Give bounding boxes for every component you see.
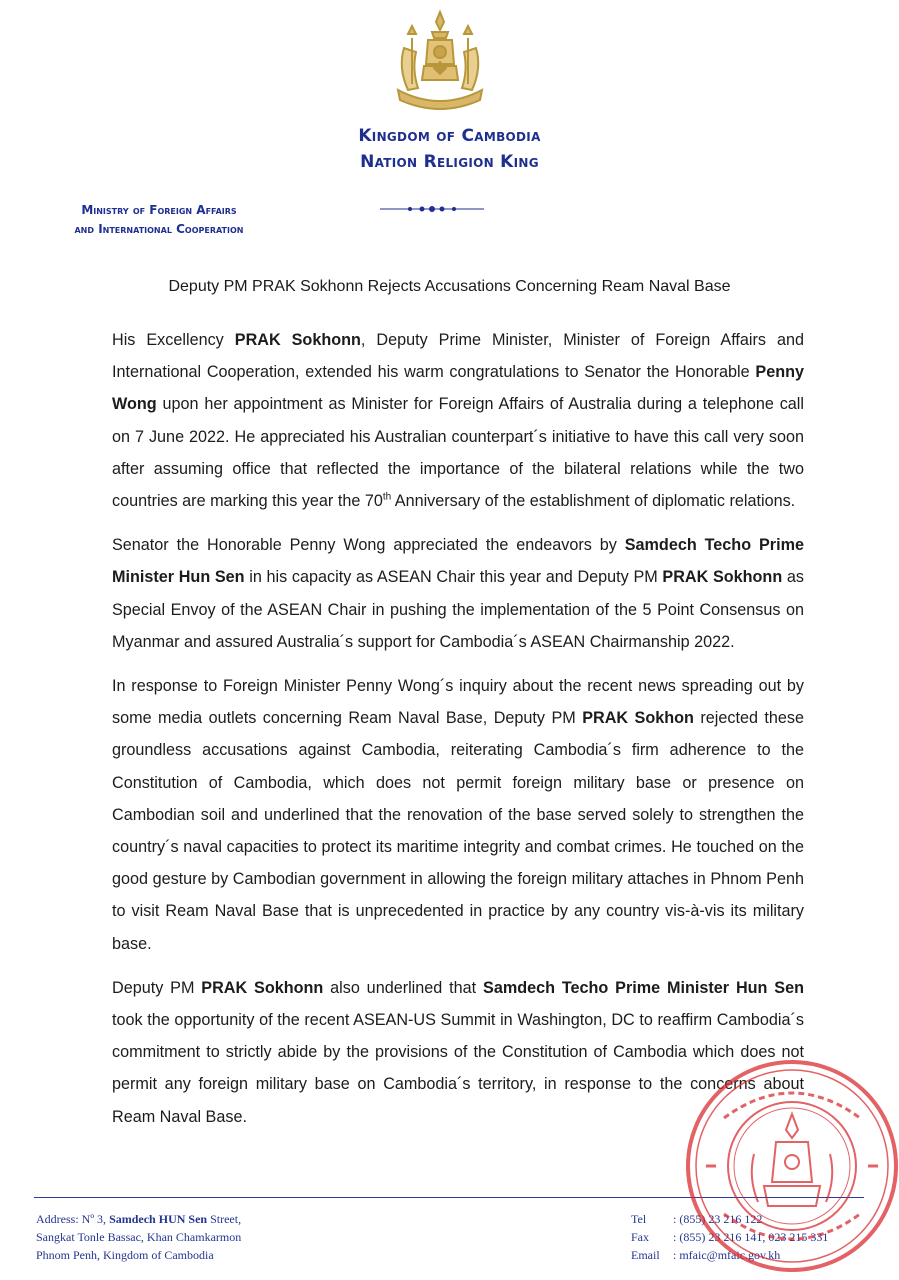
email-value: : mfaic@mfaic.gov.kh — [673, 1248, 781, 1262]
footer-address — [36, 1210, 241, 1264]
bold-name: PRAK Sokhonn — [201, 978, 324, 997]
text-span: Senator the Honorable Penny Wong appreciated the endeavors by — [112, 536, 625, 555]
ornamental-divider-icon — [380, 203, 484, 215]
paragraph-3 — [112, 670, 804, 960]
official-ministry-seal-icon — [684, 1058, 899, 1274]
text-span: rejected these groundless accusations against Cambodia, reiterating Cambodia´s firm adherence to the Constitution of Cambodia, which does not permit foreign military base or presence on Cambodian soil and underlined that the renovation of the base served solely to strengthen the country´s naval capacities to protect its maritime integrity and combat crimes. He touched on the good gesture by Cambodian government in allowing the foreign military attaches in Phnom Penh to visit Ream Naval Base that is unprecedented in practice by any country vis-à-vis its military base. — [112, 709, 805, 953]
address-line-2: Sangkat Tonle Bassac, Khan Chamkarmon — [36, 1230, 242, 1244]
ministry-line-2: and International Cooperation — [74, 222, 244, 236]
fax-value: : (855) 23 216 141, 023 215 331 — [673, 1230, 829, 1244]
paragraph-1 — [112, 324, 804, 517]
text-span: , Deputy Prime Minister, Minister of Foreign Affairs and International Cooperation, extended his warm congratulations to Senator the Honorable — [112, 331, 804, 382]
press-release-body — [112, 324, 804, 1145]
text-span: upon her appointment as Minister for Foreign Affairs of Australia during a telephone call on 7 June 2022. He appreciated his Australian counterpart´s initiative to have this call very soon after assuming office that reflected the importance of the bilateral relations while the two countries are marking this year the 70 — [112, 395, 804, 511]
bold-name: PRAK Sokhonn — [234, 331, 361, 349]
ministry-line-1: Ministry of Foreign Affairs — [81, 203, 237, 217]
text-span: Anniversary of the establishment of diplomatic relations. — [391, 492, 796, 511]
text-span: Deputy PM — [112, 978, 202, 997]
address-suffix: Street, — [207, 1212, 242, 1226]
text-span: took the opportunity of the recent ASEAN-US Summit in Washington, DC to reaffirm Cambodia´s commitment to strictly abide by the provisions of the Constitution of Cambodia which does not permit any foreign military base on Cambodia´s territory, in response to the concerns about Ream Naval Base. — [112, 1011, 804, 1126]
address-street-name: Samdech HUN Sen — [109, 1212, 208, 1226]
address-prefix: Address: Nº 3, — [36, 1212, 110, 1226]
press-release-title: Deputy PM PRAK Sokhonn Rejects Accusations Concerning Ream Naval Base — [168, 278, 731, 295]
motto-heading: Nation Religion King — [360, 152, 539, 172]
bold-name: PRAK Sokhon — [582, 709, 694, 728]
text-span: as Special Envoy of the ASEAN Chair in pushing the implementation of the 5 Point Consensus on Myanmar and assured Australia´s support for Cambodia´s ASEAN Chairmanship 2022. — [112, 568, 804, 651]
fax-label: Fax — [631, 1230, 649, 1244]
address-line-1 — [36, 1210, 241, 1228]
bold-name: Penny Wong — [112, 363, 804, 414]
text-span: in his capacity as ASEAN Chair this year and Deputy PM — [244, 568, 663, 587]
royal-coat-of-arms-emblem — [384, 8, 496, 120]
address-line-3: Phnom Penh, Kingdom of Cambodia — [36, 1248, 214, 1262]
ministry-name — [24, 201, 294, 239]
paragraph-2 — [112, 529, 804, 658]
bold-name: PRAK Sokhonn — [662, 568, 783, 587]
bold-name: Samdech Techo Prime Minister Hun Sen — [483, 978, 804, 997]
text-span: In response to Foreign Minister Penny Wong´s inquiry about the recent news spreading out by some media outlets concerning Ream Naval Base, Deputy PM — [112, 677, 804, 728]
ordinal-superscript: th — [382, 491, 392, 503]
tel-label: Tel — [631, 1212, 647, 1226]
text-span: also underlined that — [323, 978, 484, 997]
text-span: His Excellency — [112, 331, 235, 349]
tel-value: : (855) 23 216 122 — [673, 1212, 763, 1226]
kingdom-heading: Kingdom of Cambodia — [358, 126, 541, 146]
email-label: Email — [631, 1248, 660, 1262]
bold-name: Samdech Techo Prime Minister Hun Sen — [112, 536, 804, 587]
